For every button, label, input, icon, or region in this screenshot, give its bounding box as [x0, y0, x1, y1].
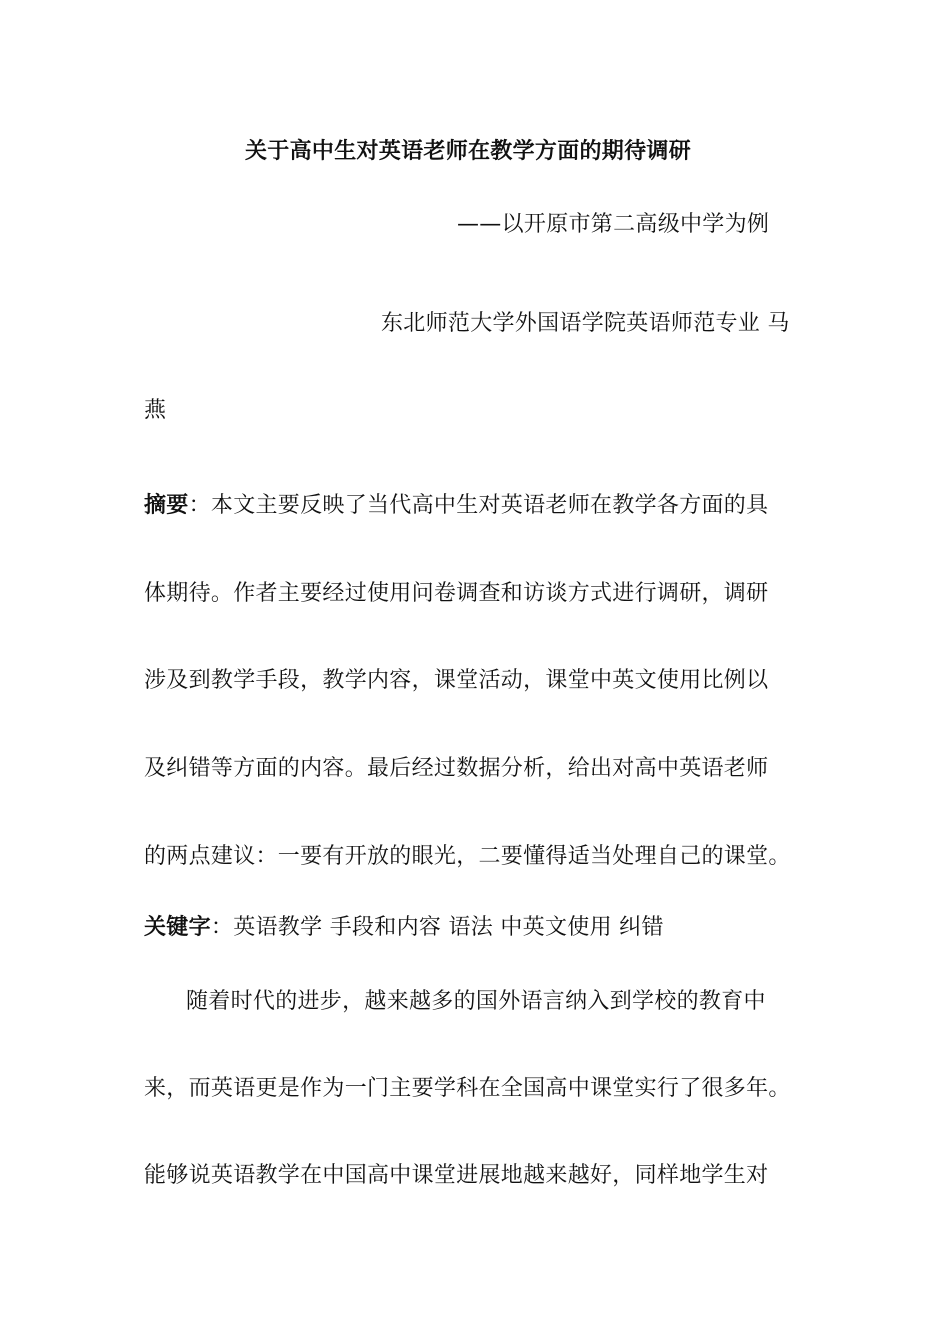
- document-title: 关于高中生对英语老师在教学方面的期待调研: [245, 139, 692, 164]
- keywords-label: 关键字: [144, 915, 211, 940]
- body-paragraph-line-2: 来，而英语更是作为一门主要学科在全国高中课堂实行了很多年。: [144, 1076, 791, 1101]
- document-subtitle: ——以开原市第二高级中学为例: [457, 212, 770, 237]
- abstract-label: 摘要: [144, 493, 189, 518]
- body-paragraph-line-1: 随着时代的进步，越来越多的国外语言纳入到学校的教育中: [186, 989, 766, 1014]
- keywords-line: [144, 913, 664, 943]
- author-name-continued: 燕: [144, 398, 167, 423]
- abstract-text: ：本文主要反映了当代高中生对英语老师在教学各方面的具: [188, 493, 769, 518]
- body-paragraph-line-3: 能够说英语教学在中国高中课堂进展地越来越好，同样地学生对: [144, 1163, 769, 1188]
- keywords-text: ：英语教学 手段和内容 语法 中英文使用 纠错: [210, 915, 664, 940]
- abstract-line-4: 及纠错等方面的内容。最后经过数据分析，给出对高中英语老师: [144, 756, 769, 781]
- abstract-line-1: [144, 491, 768, 521]
- abstract-line-3: 涉及到教学手段，教学内容，课堂活动，课堂中英文使用比例以: [144, 668, 769, 693]
- author-affiliation: 东北师范大学外国语学院英语师范专业 马: [381, 311, 790, 336]
- abstract-line-5: 的两点建议：一要有开放的眼光，二要懂得适当处理自己的课堂。: [144, 844, 791, 869]
- abstract-line-2: 体期待。作者主要经过使用问卷调查和访谈方式进行调研，调研: [144, 581, 769, 606]
